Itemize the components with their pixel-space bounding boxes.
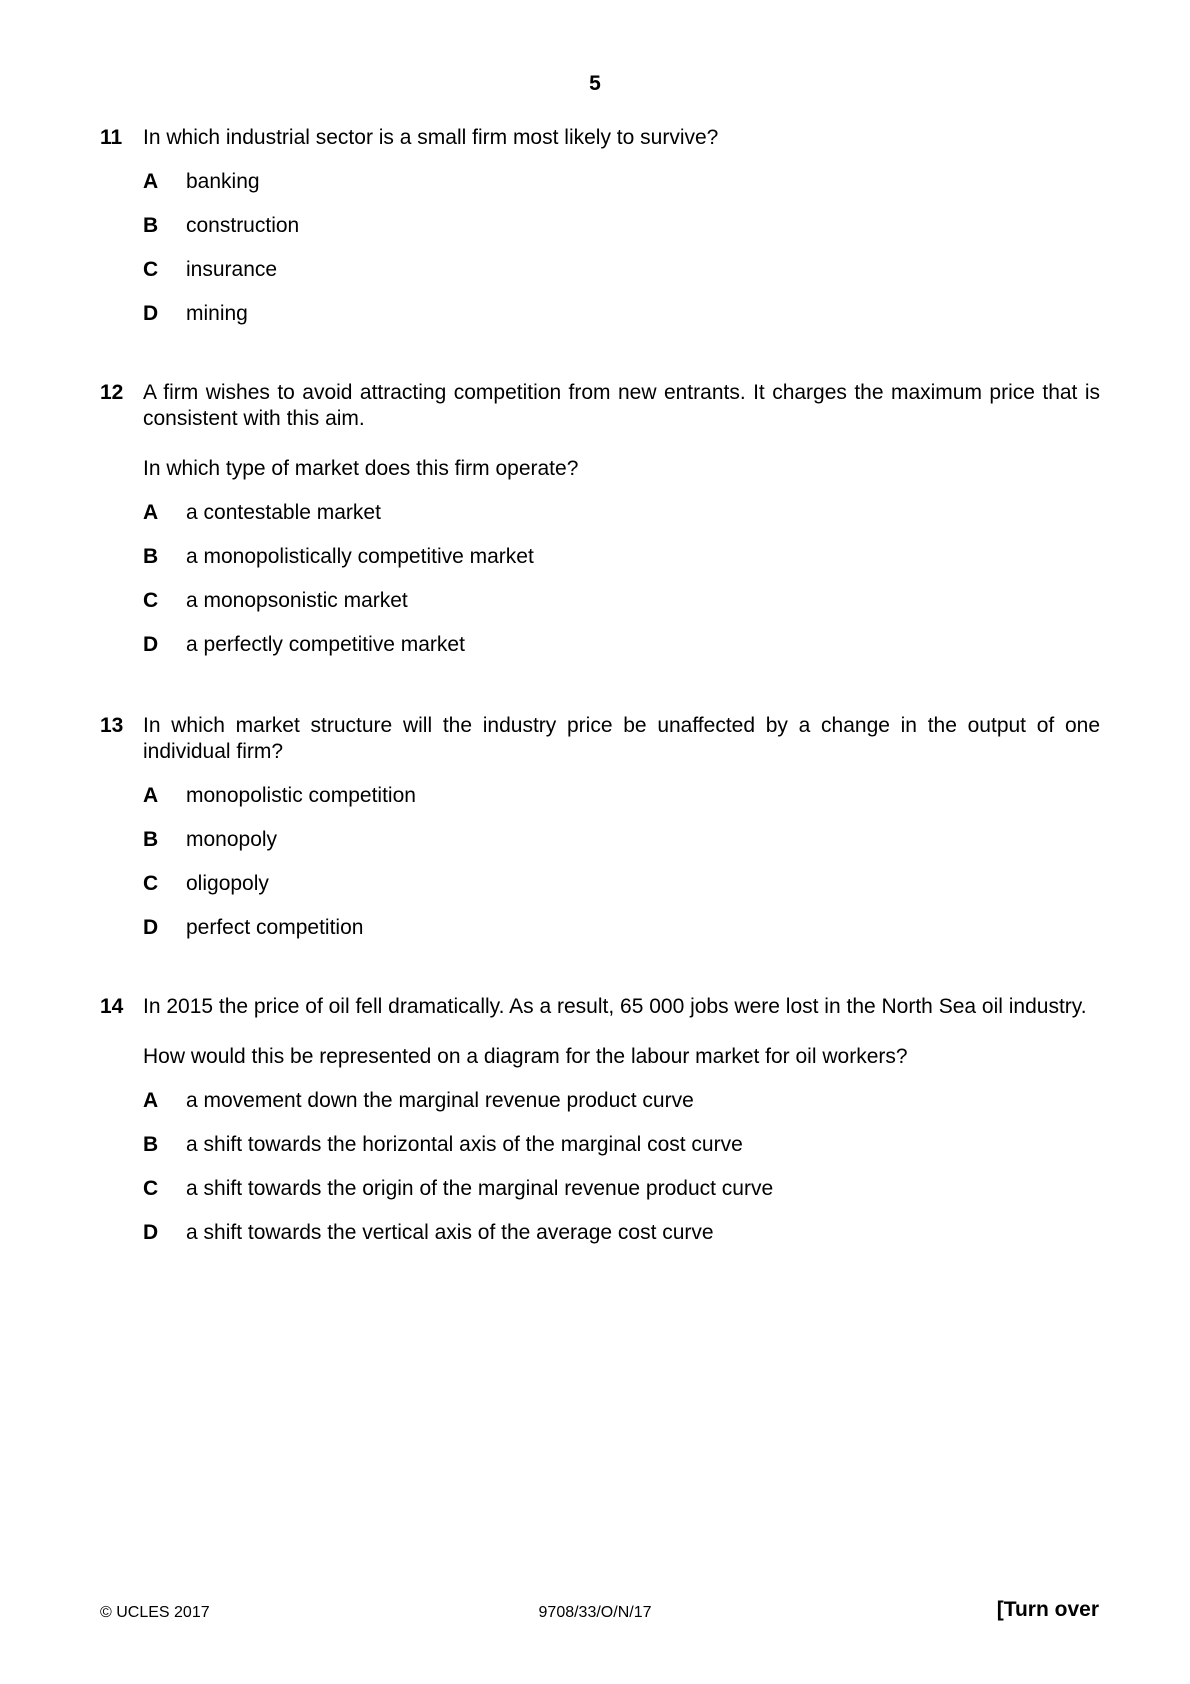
turn-over-label: [Turn over xyxy=(996,1598,1099,1621)
option-text: a perfectly competitive market xyxy=(186,633,465,656)
paper-code: 9708/33/O/N/17 xyxy=(538,1604,652,1621)
question-number: 14 xyxy=(100,995,124,1018)
question-stem: A firm wishes to avoid attracting competition from new entrants. It charges the maximum price that is consistent with this aim. xyxy=(143,381,1100,430)
option-c[interactable] xyxy=(143,257,1100,301)
question-number: 13 xyxy=(100,714,124,737)
option-a[interactable] xyxy=(143,783,1100,827)
option-letter: A xyxy=(143,501,159,524)
option-d[interactable] xyxy=(143,632,1100,676)
options-list xyxy=(143,1088,1100,1264)
option-text: monopolistic competition xyxy=(186,784,416,807)
option-letter: A xyxy=(143,784,159,807)
question-number: 11 xyxy=(100,126,123,149)
option-text: a movement down the marginal revenue product curve xyxy=(186,1089,694,1112)
option-d[interactable] xyxy=(143,1220,1100,1264)
option-letter: B xyxy=(143,1133,159,1156)
options-list xyxy=(143,500,1100,676)
option-b[interactable] xyxy=(143,827,1100,871)
page-number: 5 xyxy=(589,72,601,95)
option-text: a shift towards the origin of the marginal revenue product curve xyxy=(186,1177,774,1200)
option-text: a shift towards the horizontal axis of the marginal cost curve xyxy=(186,1133,743,1156)
option-c[interactable] xyxy=(143,1176,1100,1220)
option-letter: C xyxy=(143,258,159,281)
question-stem: In which market structure will the industry price be unaffected by a change in the output of one individual firm? xyxy=(143,714,1100,763)
option-b[interactable] xyxy=(143,1132,1100,1176)
copyright-notice: © UCLES 2017 xyxy=(100,1604,210,1621)
option-d[interactable] xyxy=(143,915,1100,959)
option-text: a monopsonistic market xyxy=(186,589,408,612)
option-text: oligopoly xyxy=(186,872,269,895)
question-12 xyxy=(100,380,1100,676)
option-letter: C xyxy=(143,1177,159,1200)
option-letter: A xyxy=(143,170,159,193)
option-letter: D xyxy=(143,916,159,939)
question-13 xyxy=(100,713,1100,959)
option-text: banking xyxy=(186,170,260,193)
option-letter: B xyxy=(143,828,159,851)
option-letter: D xyxy=(143,633,159,656)
question-stem: In which industrial sector is a small firm most likely to survive? xyxy=(143,126,719,149)
option-text: monopoly xyxy=(186,828,278,851)
option-letter: B xyxy=(143,545,159,568)
option-d[interactable] xyxy=(143,301,1100,345)
option-letter: B xyxy=(143,214,159,237)
question-11 xyxy=(100,125,1100,345)
option-c[interactable] xyxy=(143,588,1100,632)
option-a[interactable] xyxy=(143,500,1100,544)
question-number: 12 xyxy=(100,381,124,404)
option-b[interactable] xyxy=(143,213,1100,257)
question-sub-stem: In which type of market does this firm operate? xyxy=(143,457,579,480)
option-text: a shift towards the vertical axis of the average cost curve xyxy=(186,1221,714,1244)
option-letter: C xyxy=(143,872,159,895)
option-text: construction xyxy=(186,214,300,237)
options-list xyxy=(143,169,1100,345)
option-letter: A xyxy=(143,1089,159,1112)
option-text: a contestable market xyxy=(186,501,381,524)
option-letter: D xyxy=(143,1221,159,1244)
option-text: perfect competition xyxy=(186,916,364,939)
question-stem: In 2015 the price of oil fell dramatically. As a result, 65 000 jobs were lost in the North Sea oil industry. xyxy=(143,995,1087,1018)
option-letter: D xyxy=(143,302,159,325)
option-c[interactable] xyxy=(143,871,1100,915)
options-list xyxy=(143,783,1100,959)
option-a[interactable] xyxy=(143,169,1100,213)
option-b[interactable] xyxy=(143,544,1100,588)
option-text: insurance xyxy=(186,258,278,281)
option-text: mining xyxy=(186,302,248,325)
question-sub-stem: How would this be represented on a diagram for the labour market for oil workers? xyxy=(143,1045,908,1068)
option-text: a monopolistically competitive market xyxy=(186,545,534,568)
option-a[interactable] xyxy=(143,1088,1100,1132)
option-letter: C xyxy=(143,589,159,612)
question-14 xyxy=(100,994,1100,1264)
